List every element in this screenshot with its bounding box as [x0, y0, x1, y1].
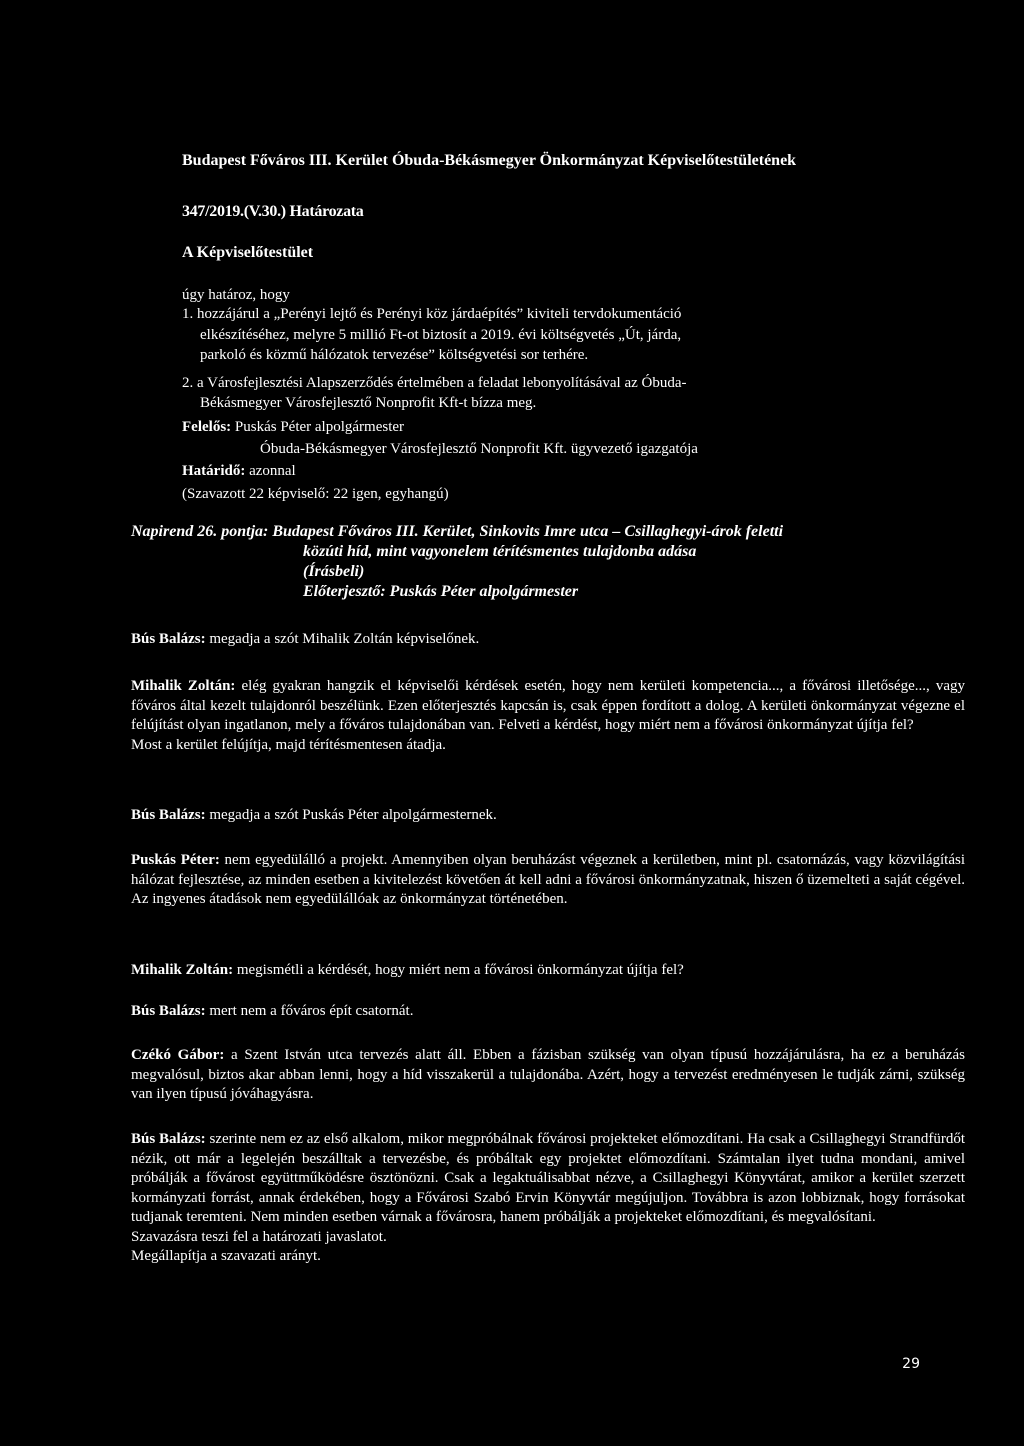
- speech-text: Szavazásra teszi fel a határozati javaslatot.: [131, 1228, 387, 1245]
- deadline-line: [182, 461, 296, 481]
- resolution-item-1-line-3: parkoló és közmű hálózatok tervezése” költségvetési sor terhére.: [200, 347, 589, 363]
- vote-result: (Szavazott 22 képviselő: 22 igen, egyhangú): [182, 486, 449, 502]
- speaker-name: Bús Balázs:: [131, 631, 206, 647]
- resolution-item-2-line-1: 2. a Városfejlesztési Alapszerződés értelmében a feladat lebonyolításával az Óbuda-: [182, 375, 687, 391]
- speech-text: nem egyedülálló a projekt. Amennyiben olyan beruházást végeznek a kerületben, mint pl. csatornázás, vagy közvilágítási hálózat fejlesztése, az minden esetben a kivitelezést követően át kell adni a fővárosi önkormányzatnak, hiszen ő üzemelteti a saját cégével. Az ingyenes átadások nem egyedülállóak az önkormányzat történetében.: [131, 852, 965, 907]
- responsible-line: [182, 417, 404, 437]
- speaker-name: Bús Balázs:: [131, 1003, 206, 1019]
- agenda-presenter: Előterjesztő: Puskás Péter alpolgármester: [303, 583, 579, 600]
- speech-text: megadja a szót Mihalik Zoltán képviselőnek.: [209, 631, 480, 647]
- speech: [131, 1002, 965, 1022]
- resolution-item-1-line-1: 1. hozzájárul a „Perényi lejtő és Perényi köz járdaépítés” kiviteli tervdokumentáció: [182, 306, 682, 322]
- agenda-label: Napirend 26. pontja:: [131, 523, 269, 540]
- resolution-body: A Képviselőtestület: [182, 244, 314, 261]
- speaker-name: Puskás Péter:: [131, 852, 220, 868]
- speech: [131, 806, 965, 826]
- speech: [131, 961, 965, 981]
- deadline-value: azonnal: [249, 463, 296, 479]
- responsible-label: Felelős:: [182, 419, 232, 435]
- council-title: Budapest Főváros III. Kerület Óbuda-Békásmegyer Önkormányzat Képviselőtestületének: [182, 152, 797, 169]
- responsible-name: Puskás Péter alpolgármester: [234, 419, 405, 435]
- speech-text: Most a kerület felújítja, majd térítésmentesen átadja.: [131, 736, 446, 753]
- speech-text: a Szent István utca tervezés alatt áll. Ebben a fázisban szükség van olyan típusú hozzájárulásra, ha ez a beruházás megvalósul, biztos akar abban lenni, hogy a híd visszakerül a tulajdonába. Azért, hogy a tervezést eredményesen le tudják zárni, szükség van ilyen típusú jóváhagyásra.: [131, 1047, 966, 1102]
- speech: [131, 677, 965, 755]
- speech-text: mert nem a főváros épít csatornát.: [209, 1003, 414, 1019]
- resolution-item-1-line-2: elkészítéséhez, melyre 5 millió Ft-ot biztosít a 2019. évi költségvetés „Út, járda,: [200, 327, 682, 343]
- speech-text: Megállapítja a szavazati arányt.: [131, 1248, 321, 1264]
- speech-text: megadja a szót Puskás Péter alpolgármesternek.: [209, 807, 497, 823]
- responsible-second: Óbuda-Békásmegyer Városfejlesztő Nonprofit Kft. ügyvezető igazgatója: [260, 441, 698, 457]
- speaker-name: Czékó Gábor:: [131, 1047, 225, 1063]
- speaker-name: Bús Balázs:: [131, 807, 206, 823]
- speech: [131, 1046, 965, 1105]
- speech-text: megismétli a kérdését, hogy miért nem a fővárosi önkormányzat újítja fel?: [236, 962, 684, 978]
- speech-text: elég gyakran hangzik el képviselői kérdések esetén, hogy nem kerületi kompetencia..., a fővárosi illetősége..., vagy főváros által kezelt tulajdonról beszélünk. Ezen előterjesztés kapcsán is, csak éppen fordított a dolog. A kerületi önkormányzat végezne el felújítást olyan ingatlanon, mely a főváros tulajdonában van. Felveti a kérdést, hogy miért nem a fővárosi önkormányzat újítja fel?: [131, 678, 965, 733]
- agenda-title-line-1: Budapest Főváros III. Kerület, Sinkovits Imre utca – Csillaghegyi-árok feletti: [272, 523, 784, 540]
- resolution-intro: úgy határoz, hogy: [182, 287, 290, 303]
- agenda-written: (Írásbeli): [303, 563, 365, 580]
- page-number: 29: [902, 1356, 920, 1372]
- speaker-name: Bús Balázs:: [131, 1131, 206, 1147]
- speech: [131, 630, 965, 650]
- speaker-name: Mihalik Zoltán:: [131, 678, 236, 694]
- agenda-title-line-2: közúti híd, mint vagyonelem térítésmentes tulajdonba adása: [303, 543, 697, 560]
- speaker-name: Mihalik Zoltán:: [131, 962, 234, 978]
- agenda-item: [131, 522, 783, 602]
- deadline-label: Határidő:: [182, 463, 246, 479]
- speech: [131, 1130, 965, 1267]
- resolution-item-2-line-2: Békásmegyer Városfejlesztő Nonprofit Kft-t bízza meg.: [200, 395, 537, 411]
- speech: [131, 851, 965, 910]
- speech-text: szerinte nem ez az első alkalom, mikor megpróbálnak fővárosi projekteket előmozdítani. Ha csak a Csillaghegyi Strandfürdőt nézik, ott már a legelején beszálltak a tervezésbe, és próbáltak egy projektet előmozdítani. Számtalan ilyet tudna mondani, amivel próbálják a fővárost együttműködésre ösztönözni. Csak a legaktuálisabbat nézve, a Csillaghegyi Könyvtárat, amikor a kerület szerzett kormányzati forrást, annak érdekében, hogy a Fővárosi Szabó Ervin Könyvtár megújuljon. Továbbra is azon lobbiznak, hogy forrásokat tudjanak teremteni. Nem minden esetben várnak a fővárosra, hanem próbálják a projekteket előmozdítani, és megvalósítani.: [131, 1131, 966, 1225]
- resolution-number: 347/2019.(V.30.) Határozata: [182, 203, 364, 220]
